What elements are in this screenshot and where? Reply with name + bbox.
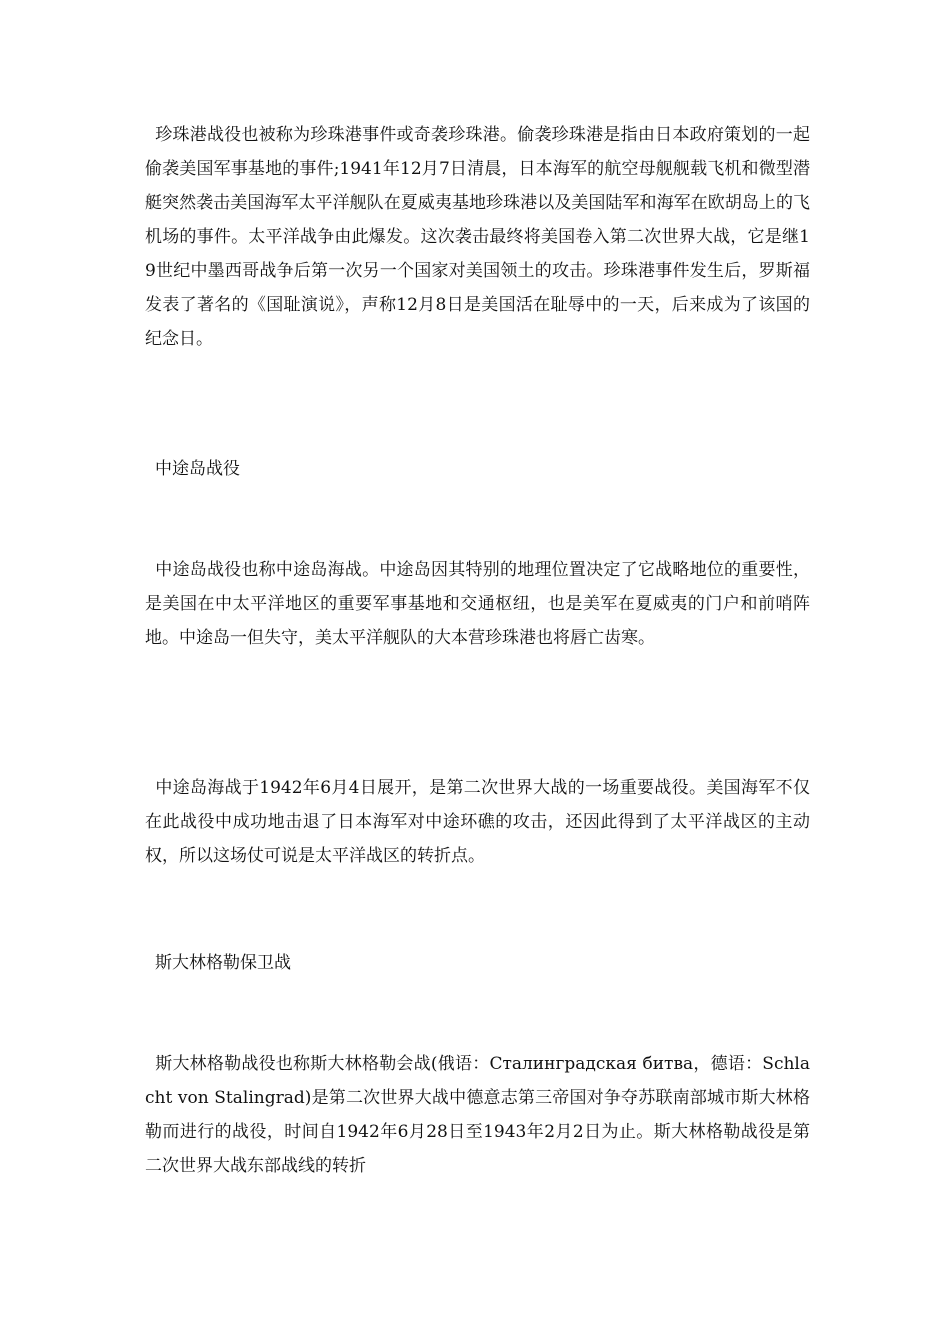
paragraph-pearl-harbor-text: 珍珠港战役也被称为珍珠港事件或奇袭珍珠港。偷袭珍珠港是指由日本政府策划的一起偷袭美国军事基地的事件;1941年12月7日清晨，日本海军的航空母舰舰载飞机和微型潜艇突然袭击美国海军太平洋舰队在夏威夷基地珍珠港以及美国陆军和海军在欧胡岛上的飞机场的事件。太平洋战争由此爆发。这次袭击最终将美国卷入第二次世界大战，它是继19世纪中墨西哥战争后第一次另一个国家对美国领土的攻击。珍珠港事件发生后，罗斯福发表了著名的《国耻演说》，声称12月8日是美国活在耻辱中的一天，后来成为了该国的纪念日。 — [145, 125, 810, 349]
section-heading-stalingrad-text: 斯大林格勒保卫战 — [155, 953, 291, 973]
section-heading-midway — [145, 452, 810, 486]
paragraph-midway-1-text: 中途岛战役也称中途岛海战。中途岛因其特别的地理位置决定了它战略地位的重要性，是美国在中太平洋地区的重要军事基地和交通枢纽，也是美军在夏威夷的门户和前哨阵地。中途岛一但失守，美太平洋舰队的大本营珍珠港也将唇亡齿寒。 — [145, 560, 810, 648]
paragraph-stalingrad — [145, 1047, 810, 1183]
section-heading-stalingrad — [145, 946, 810, 980]
section-heading-midway-text: 中途岛战役 — [155, 459, 240, 479]
paragraph-pearl-harbor — [145, 118, 810, 356]
paragraph-stalingrad-text: 斯大林格勒战役也称斯大林格勒会战(俄语：Сталинградская битва，德语：Schlacht von Stalingrad)是第二次世界大战中德意志第三帝国对争夺苏联南部城市斯大林格勒而进行的战役，时间自1942年6月28日至1943年2月2日为止。斯大林格勒战役是第二次世界大战东部战线的转折 — [145, 1054, 810, 1176]
paragraph-midway-2-text: 中途岛海战于1942年6月4日展开，是第二次世界大战的一场重要战役。美国海军不仅在此战役中成功地击退了日本海军对中途环礁的攻击，还因此得到了太平洋战区的主动权，所以这场仗可说是太平洋战区的转折点。 — [145, 778, 810, 866]
paragraph-midway-2 — [145, 771, 810, 873]
paragraph-midway-1 — [145, 553, 810, 655]
